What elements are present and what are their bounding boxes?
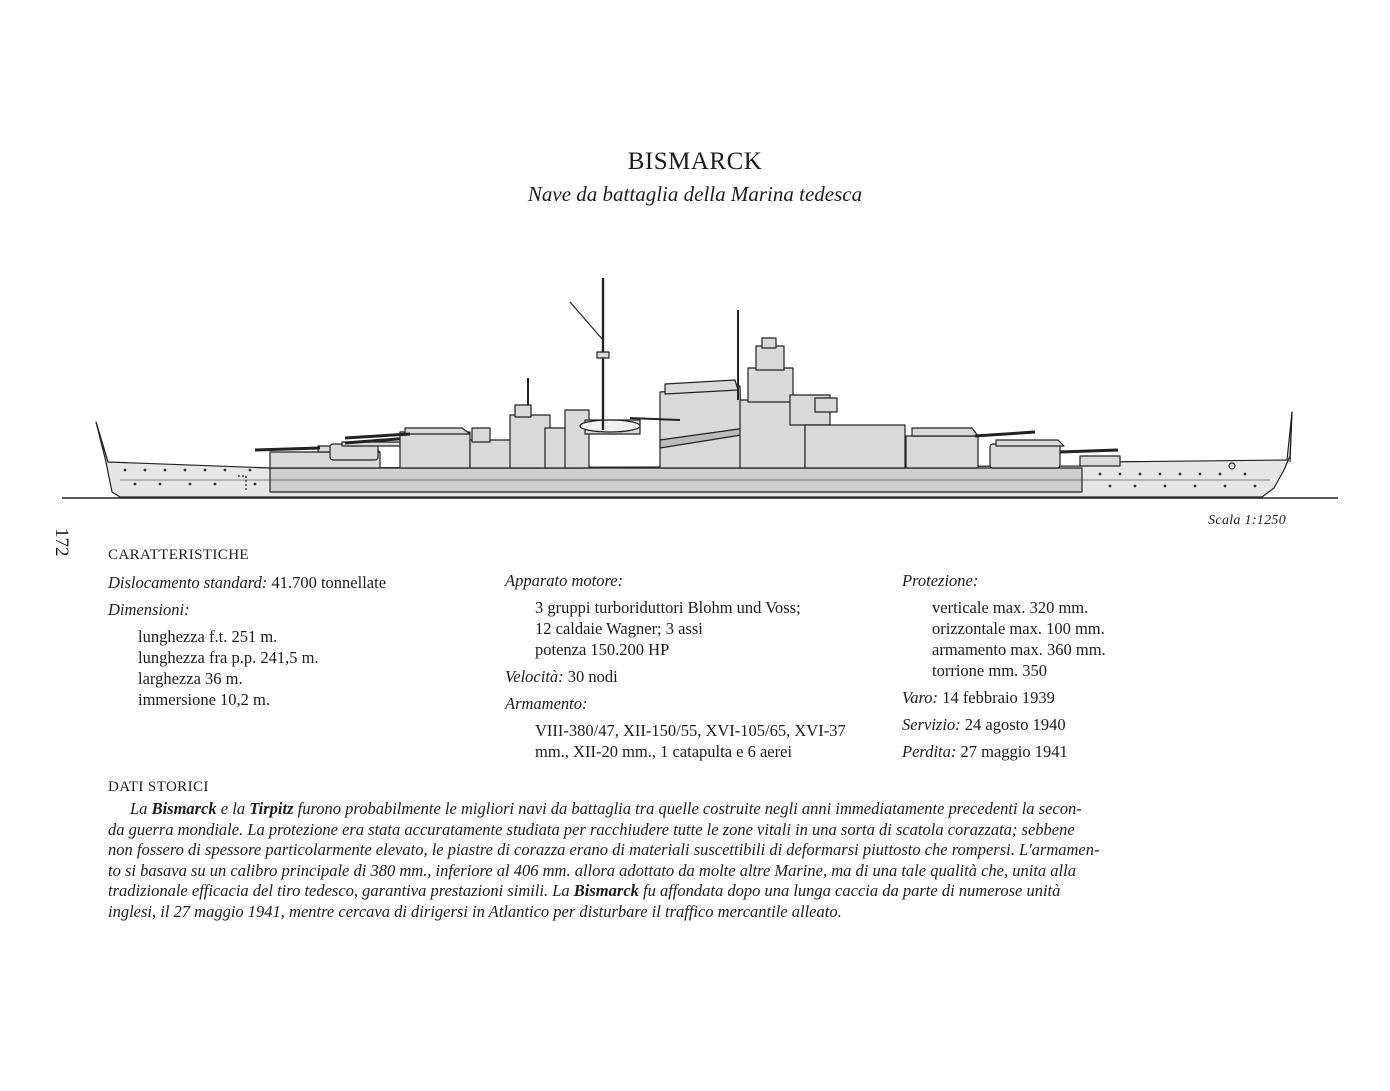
ship-name-bismarck: Bismarck	[573, 881, 639, 901]
specs-heading: CARATTERISTICHE	[108, 547, 249, 563]
armament-item: VIII-380/47, XII-150/55, XVI-105/65, XVI-37	[535, 721, 846, 740]
launch-label: Varo:	[902, 688, 939, 707]
armament-item: mm., XII-20 mm., 1 catapulta e 6 aerei	[535, 742, 793, 761]
service-label: Servizio:	[902, 715, 961, 734]
history-text: e la	[216, 799, 250, 818]
protection-item: armamento max. 360 mm.	[932, 640, 1106, 659]
loss-value: 27 maggio 1941	[960, 742, 1068, 761]
page-subtitle: Nave da battaglia della Marina tedesca	[527, 182, 863, 206]
specs-column-protection	[902, 570, 1106, 762]
armament-label: Armamento:	[505, 694, 588, 713]
history-line: non fossero di spessore particolarmente elevato, le piastre di corazza erano di materiali suscettibili di deformarsi piuttosto che rompersi. L'armamen-	[108, 840, 1100, 860]
engine-item: 3 gruppi turboriduttori Blohm und Voss;	[535, 598, 801, 617]
engine-item: potenza 150.200 HP	[535, 640, 670, 659]
history-text: tradizionale efficacia del tiro tedesco, garantiva prestazioni simili. La	[108, 881, 574, 901]
specs-column-machinery	[505, 570, 846, 762]
history-text: fu affondata dopo una lunga caccia da parte di numerose unità	[638, 881, 1061, 901]
page-title: BISMARCK	[627, 148, 763, 175]
launch-value: 14 febbraio 1939	[942, 688, 1055, 707]
dimension-item: lunghezza fra p.p. 241,5 m.	[138, 648, 319, 667]
history-heading: DATI STORICI	[108, 779, 209, 795]
dimension-item: lunghezza f.t. 251 m.	[138, 627, 278, 646]
specs-column-general	[108, 545, 386, 710]
protection-item: orizzontale max. 100 mm.	[932, 619, 1105, 638]
ship-name-bismarck: Bismarck	[151, 799, 217, 818]
service-value: 24 agosto 1940	[964, 715, 1066, 734]
dimension-item: larghezza 36 m.	[138, 669, 243, 688]
history-line: da guerra mondiale. La protezione era stata accuratamente studiata per racchiudere tutte le zone vitali in una sorta di scatola corazzata; sebbene	[108, 819, 1075, 839]
history-text: furono probabilmente le migliori navi da battaglia tra quelle costruite negli anni immediatamente precedenti la secon-	[293, 799, 1082, 818]
engine-label: Apparato motore:	[505, 571, 624, 590]
engine-item: 12 caldaie Wagner; 3 assi	[535, 619, 703, 638]
speed-value: 30 nodi	[567, 667, 618, 686]
speed-label: Velocità:	[505, 667, 564, 686]
history-paragraph	[108, 799, 1294, 923]
ship-name-tirpitz: Tirpitz	[249, 799, 294, 818]
scale-label: Scala 1:1250	[1208, 513, 1286, 528]
protection-label: Protezione:	[902, 571, 979, 590]
history-line	[108, 881, 1294, 902]
dimension-item: immersione 10,2 m.	[138, 690, 270, 709]
dimensions-label: Dimensioni:	[108, 600, 190, 619]
displacement-label: Dislocamento standard:	[108, 573, 268, 592]
battleship-profile-drawing	[0, 260, 1390, 510]
protection-item: verticale max. 320 mm.	[932, 598, 1089, 617]
history-line: inglesi, il 27 maggio 1941, mentre cercava di dirigersi in Atlantico per disturbare il traffico mercantile alleato.	[108, 901, 842, 921]
history-line	[108, 799, 1294, 820]
history-text: La	[130, 799, 152, 818]
protection-item: torrione mm. 350	[932, 661, 1048, 680]
loss-label: Perdita:	[902, 742, 957, 761]
history-line: to si basava su un calibro principale di 380 mm., inferiore al 406 mm. allora adottato da molte altre Marine, ma di una tale qualità che, unita alla	[108, 860, 1076, 880]
displacement-value: 41.700 tonnellate	[271, 573, 387, 592]
page-number: 172	[51, 528, 72, 557]
